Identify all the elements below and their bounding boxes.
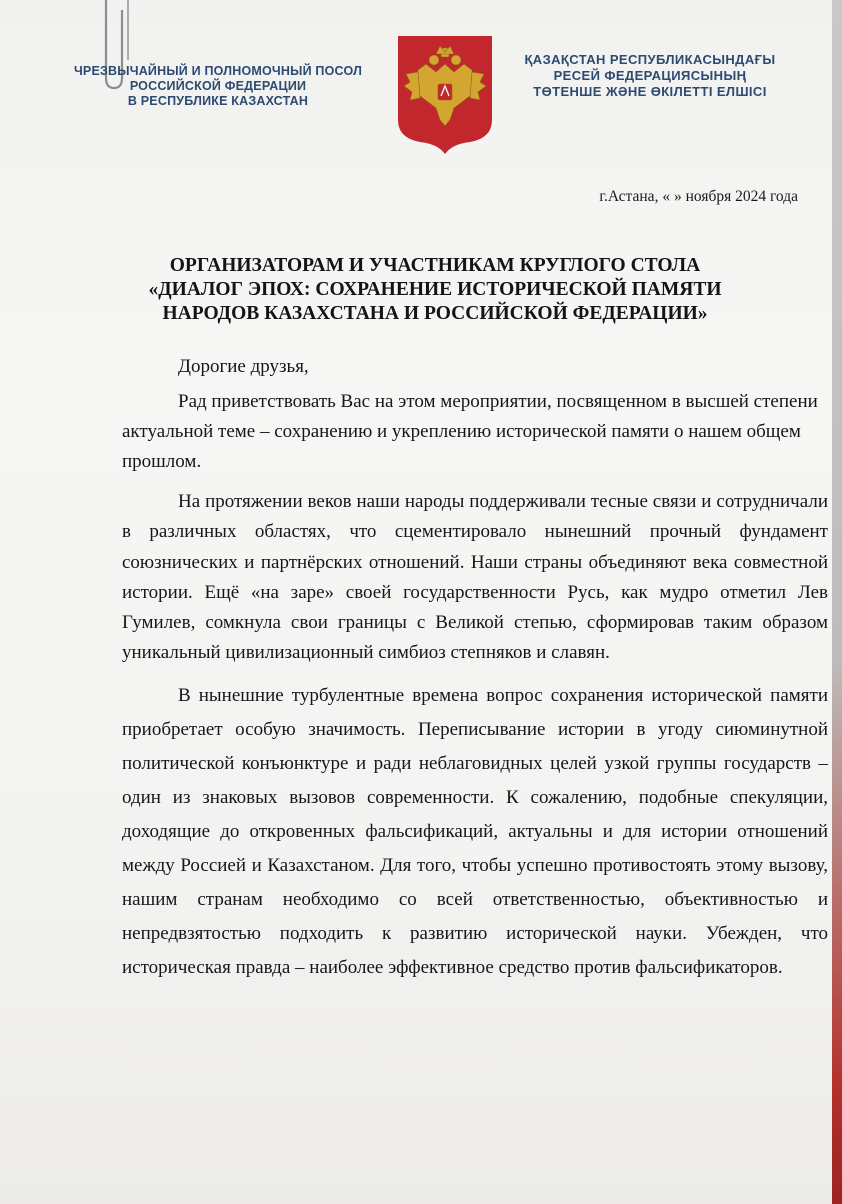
sender-title-kazakh [500, 52, 800, 100]
title-line: НАРОДОВ КАЗАХСТАНА И РОССИЙСКОЙ ФЕДЕРАЦИИ» [162, 303, 708, 324]
russian-coat-of-arms-icon [396, 34, 494, 156]
paragraph-2: На протяжении веков наши народы поддерживали тесные связи и сотрудничали в различных областях, что сцементировало нынешний прочный фундамент союзнических и партнёрских отношений. Наши страны объединяют века совместной истории. Ещё «на заре» своей государственности Русь, как мудро отметил Лев Гумилев, сомкнула свои границы с Великой степью, сформировав таким образом уникальный цивилизационный симбиоз степняков и славян. [122, 491, 828, 664]
title-line: «ДИАЛОГ ЭПОХ: СОХРАНЕНИЕ ИСТОРИЧЕСКОЙ ПАМЯТИ [148, 279, 722, 300]
header-right-line: РЕСЕЙ ФЕДЕРАЦИЯСЫНЫҢ [553, 68, 747, 83]
paragraph-3: В нынешние турбулентные времена вопрос сохранения исторической памяти приобретает особую значимость. Переписывание истории в угоду сиюминутной политической конъюнктуре и ради неблаговидных целей узкой группы государств – один из знаковых вызовов современности. К сожалению, подобные спекуляции, доходящие до откровенных фальсификаций, актуальны и для истории отношений между Россией и Казахстаном. Для того, чтобы успешно противостоять этому вызову, нашим странам необходимо со всей ответственностью, объективностью и непредвзятостью подходить к развитию исторической науки. Убежден, что историческая правда – наиболее эффективное средство против фальсификаторов. [122, 684, 828, 978]
header-right-line: ТӨТЕНШЕ ЖӘНЕ ӨКІЛЕТТІ ЕЛШІСІ [533, 84, 767, 99]
letter-body [122, 352, 828, 985]
paragraph-1: Рад приветствовать Вас на этом мероприятии, посвященном в высшей степени актуальной теме – сохранению и укреплению исторической памяти о нашем общем прошлом. [122, 391, 818, 472]
title-line: ОРГАНИЗАТОРАМ И УЧАСТНИКАМ КРУГЛОГО СТОЛА [169, 255, 701, 276]
letter-title [100, 254, 770, 326]
header-right-line: ҚАЗАҚСТАН РЕСПУБЛИКАСЫНДАҒЫ [524, 52, 776, 67]
folder-edge [832, 0, 842, 1204]
letter-date: г.Астана, « » ноября 2024 года [599, 188, 798, 205]
header-left-line: ЧРЕЗВЫЧАЙНЫЙ И ПОЛНОМОЧНЫЙ ПОСОЛ [73, 64, 363, 78]
greeting: Дорогие друзья, [178, 356, 309, 377]
header-left-line: РОССИЙСКОЙ ФЕДЕРАЦИИ [129, 79, 307, 93]
sender-title-russian [50, 64, 386, 109]
header-left-line: В РЕСПУБЛИКЕ КАЗАХСТАН [127, 94, 309, 108]
